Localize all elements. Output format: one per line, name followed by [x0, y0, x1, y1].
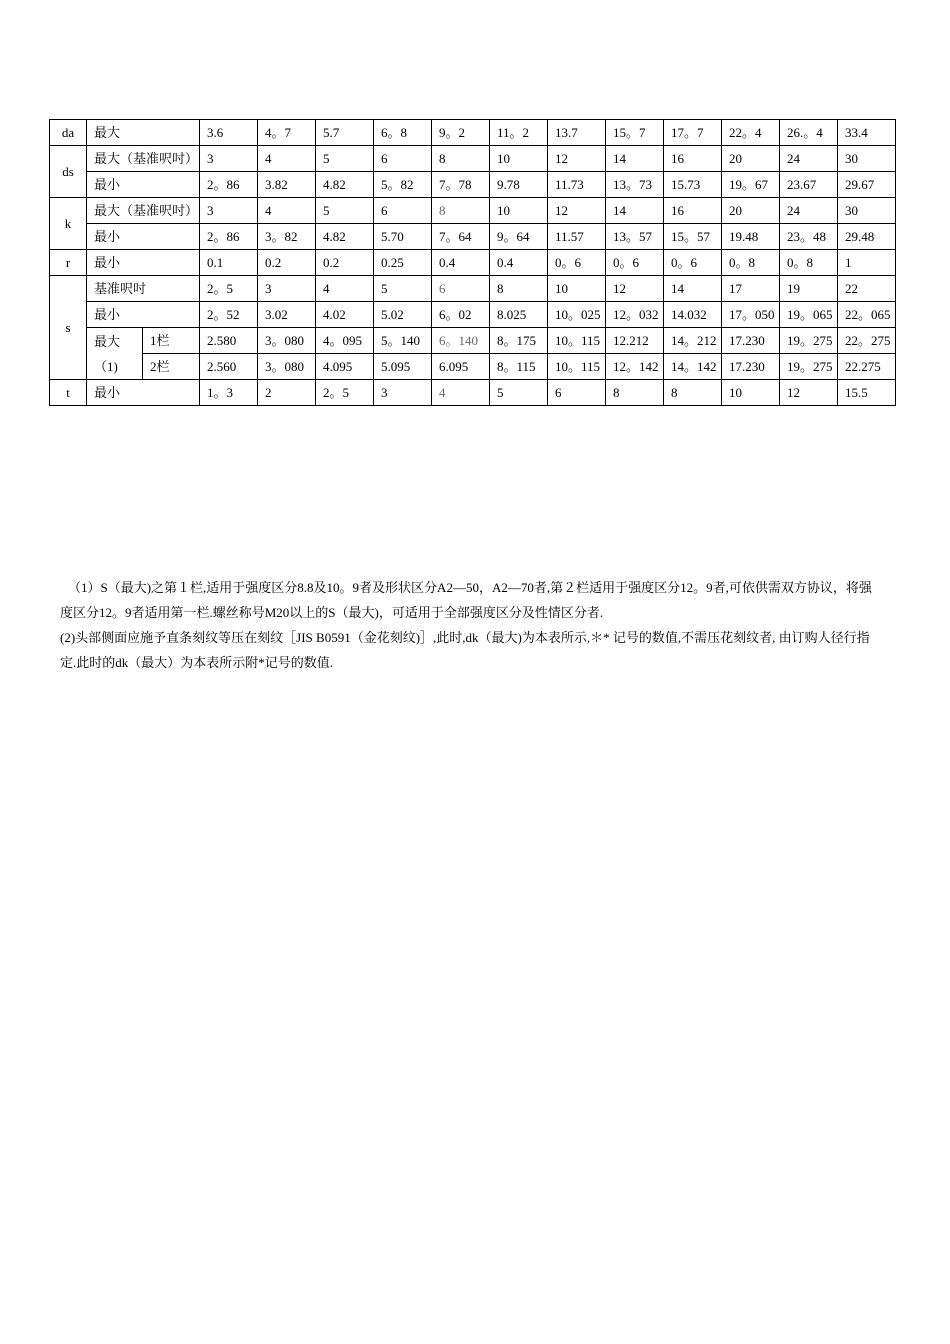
- table-row: [50, 198, 896, 224]
- table-cell: 15.5: [838, 380, 896, 406]
- table-cell: 8。115: [490, 354, 548, 380]
- row-symbol: da: [50, 120, 87, 146]
- table-cell: 12。032: [606, 302, 664, 328]
- table-cell: 22。065: [838, 302, 896, 328]
- table-cell: 4.82: [316, 172, 374, 198]
- table-cell: 2.560: [200, 354, 258, 380]
- footnote-1: （1）S（最大)之第１栏,适用于强度区分8.8及10。9者及形状区分A2—50，A2—70者,第２栏适用于强度区分12。9者,可依供需双方协议，将强度区分12。9者适用第一栏.螺丝称号M20以上的S（最大)，可适用于全部强度区分及性情区分者.: [60, 580, 872, 620]
- table-cell: 2: [258, 380, 316, 406]
- row-label: 基准呎吋: [87, 276, 200, 302]
- table-cell: 14。142: [664, 354, 722, 380]
- table-cell: 3.02: [258, 302, 316, 328]
- row-symbol: r: [50, 250, 87, 276]
- table-cell: 13.7: [548, 120, 606, 146]
- table-cell: 12: [780, 380, 838, 406]
- table-cell: 19.48: [722, 224, 780, 250]
- row-symbol: k: [50, 198, 87, 250]
- table-cell: 16: [664, 198, 722, 224]
- row-label: 最小: [87, 172, 200, 198]
- table-cell: 19。67: [722, 172, 780, 198]
- table-cell: 2。5: [200, 276, 258, 302]
- table-cell: 3。82: [258, 224, 316, 250]
- table-cell: 2。52: [200, 302, 258, 328]
- table-cell: 5: [490, 380, 548, 406]
- table-cell: 29.48: [838, 224, 896, 250]
- table-cell: 13。57: [606, 224, 664, 250]
- table-cell: 7。64: [432, 224, 490, 250]
- table-cell: 20: [722, 146, 780, 172]
- table-cell: 15。57: [664, 224, 722, 250]
- row-label: 最大（1): [87, 328, 143, 380]
- table-cell: 4.82: [316, 224, 374, 250]
- table-cell: 2。86: [200, 172, 258, 198]
- table-cell: 22.275: [838, 354, 896, 380]
- table-cell: 6: [548, 380, 606, 406]
- table-cell: 4: [258, 198, 316, 224]
- table-cell: 12: [606, 276, 664, 302]
- table-cell: 29.67: [838, 172, 896, 198]
- table-cell: 3。080: [258, 328, 316, 354]
- table-row: [50, 224, 896, 250]
- table-cell: 4: [432, 380, 490, 406]
- table-cell: 4.02: [316, 302, 374, 328]
- table-cell: 19。275: [780, 328, 838, 354]
- table-row: [50, 120, 896, 146]
- table-cell: 33.4: [838, 120, 896, 146]
- table-cell: 4.095: [316, 354, 374, 380]
- table-cell: 4。7: [258, 120, 316, 146]
- table-cell: 0.4: [490, 250, 548, 276]
- table-row: [50, 250, 896, 276]
- table-cell: 8: [664, 380, 722, 406]
- table-cell: 5.70: [374, 224, 432, 250]
- table-cell: 22。4: [722, 120, 780, 146]
- table-cell: 23.67: [780, 172, 838, 198]
- dimension-table: [49, 119, 896, 406]
- table-cell: 10: [490, 146, 548, 172]
- sub-row-label: 1栏: [143, 328, 200, 354]
- table-cell: 17.230: [722, 354, 780, 380]
- row-symbol: ds: [50, 146, 87, 198]
- row-label: 最小: [87, 380, 200, 406]
- table-cell: 0。6: [664, 250, 722, 276]
- table-cell: 5: [316, 198, 374, 224]
- row-symbol: t: [50, 380, 87, 406]
- table-cell: 0.2: [258, 250, 316, 276]
- table-cell: 8。175: [490, 328, 548, 354]
- table-cell: 19。275: [780, 354, 838, 380]
- table-cell: 10: [490, 198, 548, 224]
- table-cell: 6.095: [432, 354, 490, 380]
- table-cell: 14.032: [664, 302, 722, 328]
- table-cell: 0。6: [548, 250, 606, 276]
- table-cell: 5: [316, 146, 374, 172]
- row-label: 最小: [87, 224, 200, 250]
- table-row: [50, 146, 896, 172]
- table-row: [50, 328, 896, 354]
- table-cell: 5。82: [374, 172, 432, 198]
- table-cell: 10: [548, 276, 606, 302]
- table-cell: 11.73: [548, 172, 606, 198]
- table-cell: 3: [258, 276, 316, 302]
- table-cell: 2。5: [316, 380, 374, 406]
- table-cell: 3.6: [200, 120, 258, 146]
- table-cell: 15。7: [606, 120, 664, 146]
- sub-row-label: 2栏: [143, 354, 200, 380]
- row-label: 最大: [87, 120, 200, 146]
- table-cell: 6。8: [374, 120, 432, 146]
- table-cell: 0。8: [722, 250, 780, 276]
- table-cell: 10: [722, 380, 780, 406]
- table-cell: 12.212: [606, 328, 664, 354]
- table-cell: 11.57: [548, 224, 606, 250]
- table-cell: 6: [374, 146, 432, 172]
- table-cell: 7。78: [432, 172, 490, 198]
- table-cell: 10。115: [548, 354, 606, 380]
- table-cell: 13。73: [606, 172, 664, 198]
- table-cell: 0.25: [374, 250, 432, 276]
- table-cell: 8: [606, 380, 664, 406]
- table-cell: 26.。4: [780, 120, 838, 146]
- table-cell: 15.73: [664, 172, 722, 198]
- table-row: [50, 172, 896, 198]
- table-cell: 0.1: [200, 250, 258, 276]
- table-cell: 6。02: [432, 302, 490, 328]
- table-cell: 10。025: [548, 302, 606, 328]
- table-cell: 1: [838, 250, 896, 276]
- table-cell: 5.02: [374, 302, 432, 328]
- table-cell: 3: [374, 380, 432, 406]
- table-cell: 16: [664, 146, 722, 172]
- table-cell: 12。142: [606, 354, 664, 380]
- table-cell: 9。64: [490, 224, 548, 250]
- footnotes: [60, 575, 882, 675]
- table-cell: 6: [432, 276, 490, 302]
- table-cell: 4: [258, 146, 316, 172]
- table-cell: 4。095: [316, 328, 374, 354]
- table-cell: 14。212: [664, 328, 722, 354]
- table-cell: 2.580: [200, 328, 258, 354]
- table-cell: 3.82: [258, 172, 316, 198]
- table-row: [50, 380, 896, 406]
- table-cell: 30: [838, 146, 896, 172]
- table-cell: 23。48: [780, 224, 838, 250]
- table-cell: 8: [490, 276, 548, 302]
- row-label: 最小: [87, 302, 200, 328]
- table-cell: 10。115: [548, 328, 606, 354]
- row-label: 最大（基准呎吋）: [87, 198, 200, 224]
- table-cell: 0.2: [316, 250, 374, 276]
- table-cell: 30: [838, 198, 896, 224]
- table-cell: 19。065: [780, 302, 838, 328]
- table-cell: 9。2: [432, 120, 490, 146]
- table-cell: 2。86: [200, 224, 258, 250]
- table-cell: 8: [432, 146, 490, 172]
- table-cell: 3。080: [258, 354, 316, 380]
- table-cell: 14: [606, 146, 664, 172]
- table-row: [50, 302, 896, 328]
- row-label: 最小: [87, 250, 200, 276]
- table-cell: 22。275: [838, 328, 896, 354]
- table-cell: 19: [780, 276, 838, 302]
- table-cell: 17。050: [722, 302, 780, 328]
- table-cell: 14: [606, 198, 664, 224]
- table-cell: 3: [200, 198, 258, 224]
- table-cell: 0。6: [606, 250, 664, 276]
- table-cell: 17: [722, 276, 780, 302]
- table-cell: 5: [374, 276, 432, 302]
- table-cell: 9.78: [490, 172, 548, 198]
- table-cell: 14: [664, 276, 722, 302]
- table-cell: 4: [316, 276, 374, 302]
- table-cell: 12: [548, 146, 606, 172]
- table-cell: 24: [780, 198, 838, 224]
- table-cell: 20: [722, 198, 780, 224]
- table-cell: 8.025: [490, 302, 548, 328]
- table-row: [50, 354, 896, 380]
- table-cell: 17.230: [722, 328, 780, 354]
- table-cell: 5.095: [374, 354, 432, 380]
- row-symbol: s: [50, 276, 87, 380]
- table-cell: 17。7: [664, 120, 722, 146]
- table-cell: 8: [432, 198, 490, 224]
- table-cell: 1。3: [200, 380, 258, 406]
- table-cell: 6。140: [432, 328, 490, 354]
- footnote-2: (2)头部侧面应施予直条刻纹等压在刻纹［JIS B0591（金花刻纹)］,此时,dk（最大)为本表所示,＊* 记号的数值,不需压花刻纹者, 由订购人径行指定.此时的dk（最大）为本表所示附*记号的数值.: [60, 630, 870, 670]
- table-cell: 6: [374, 198, 432, 224]
- table-cell: 12: [548, 198, 606, 224]
- table-cell: 24: [780, 146, 838, 172]
- table-cell: 5.7: [316, 120, 374, 146]
- table-cell: 22: [838, 276, 896, 302]
- table-cell: 3: [200, 146, 258, 172]
- table-cell: 0。8: [780, 250, 838, 276]
- table-cell: 0.4: [432, 250, 490, 276]
- table-cell: 5。140: [374, 328, 432, 354]
- row-label: 最大（基准呎吋）: [87, 146, 200, 172]
- table-row: [50, 276, 896, 302]
- table-cell: 11。2: [490, 120, 548, 146]
